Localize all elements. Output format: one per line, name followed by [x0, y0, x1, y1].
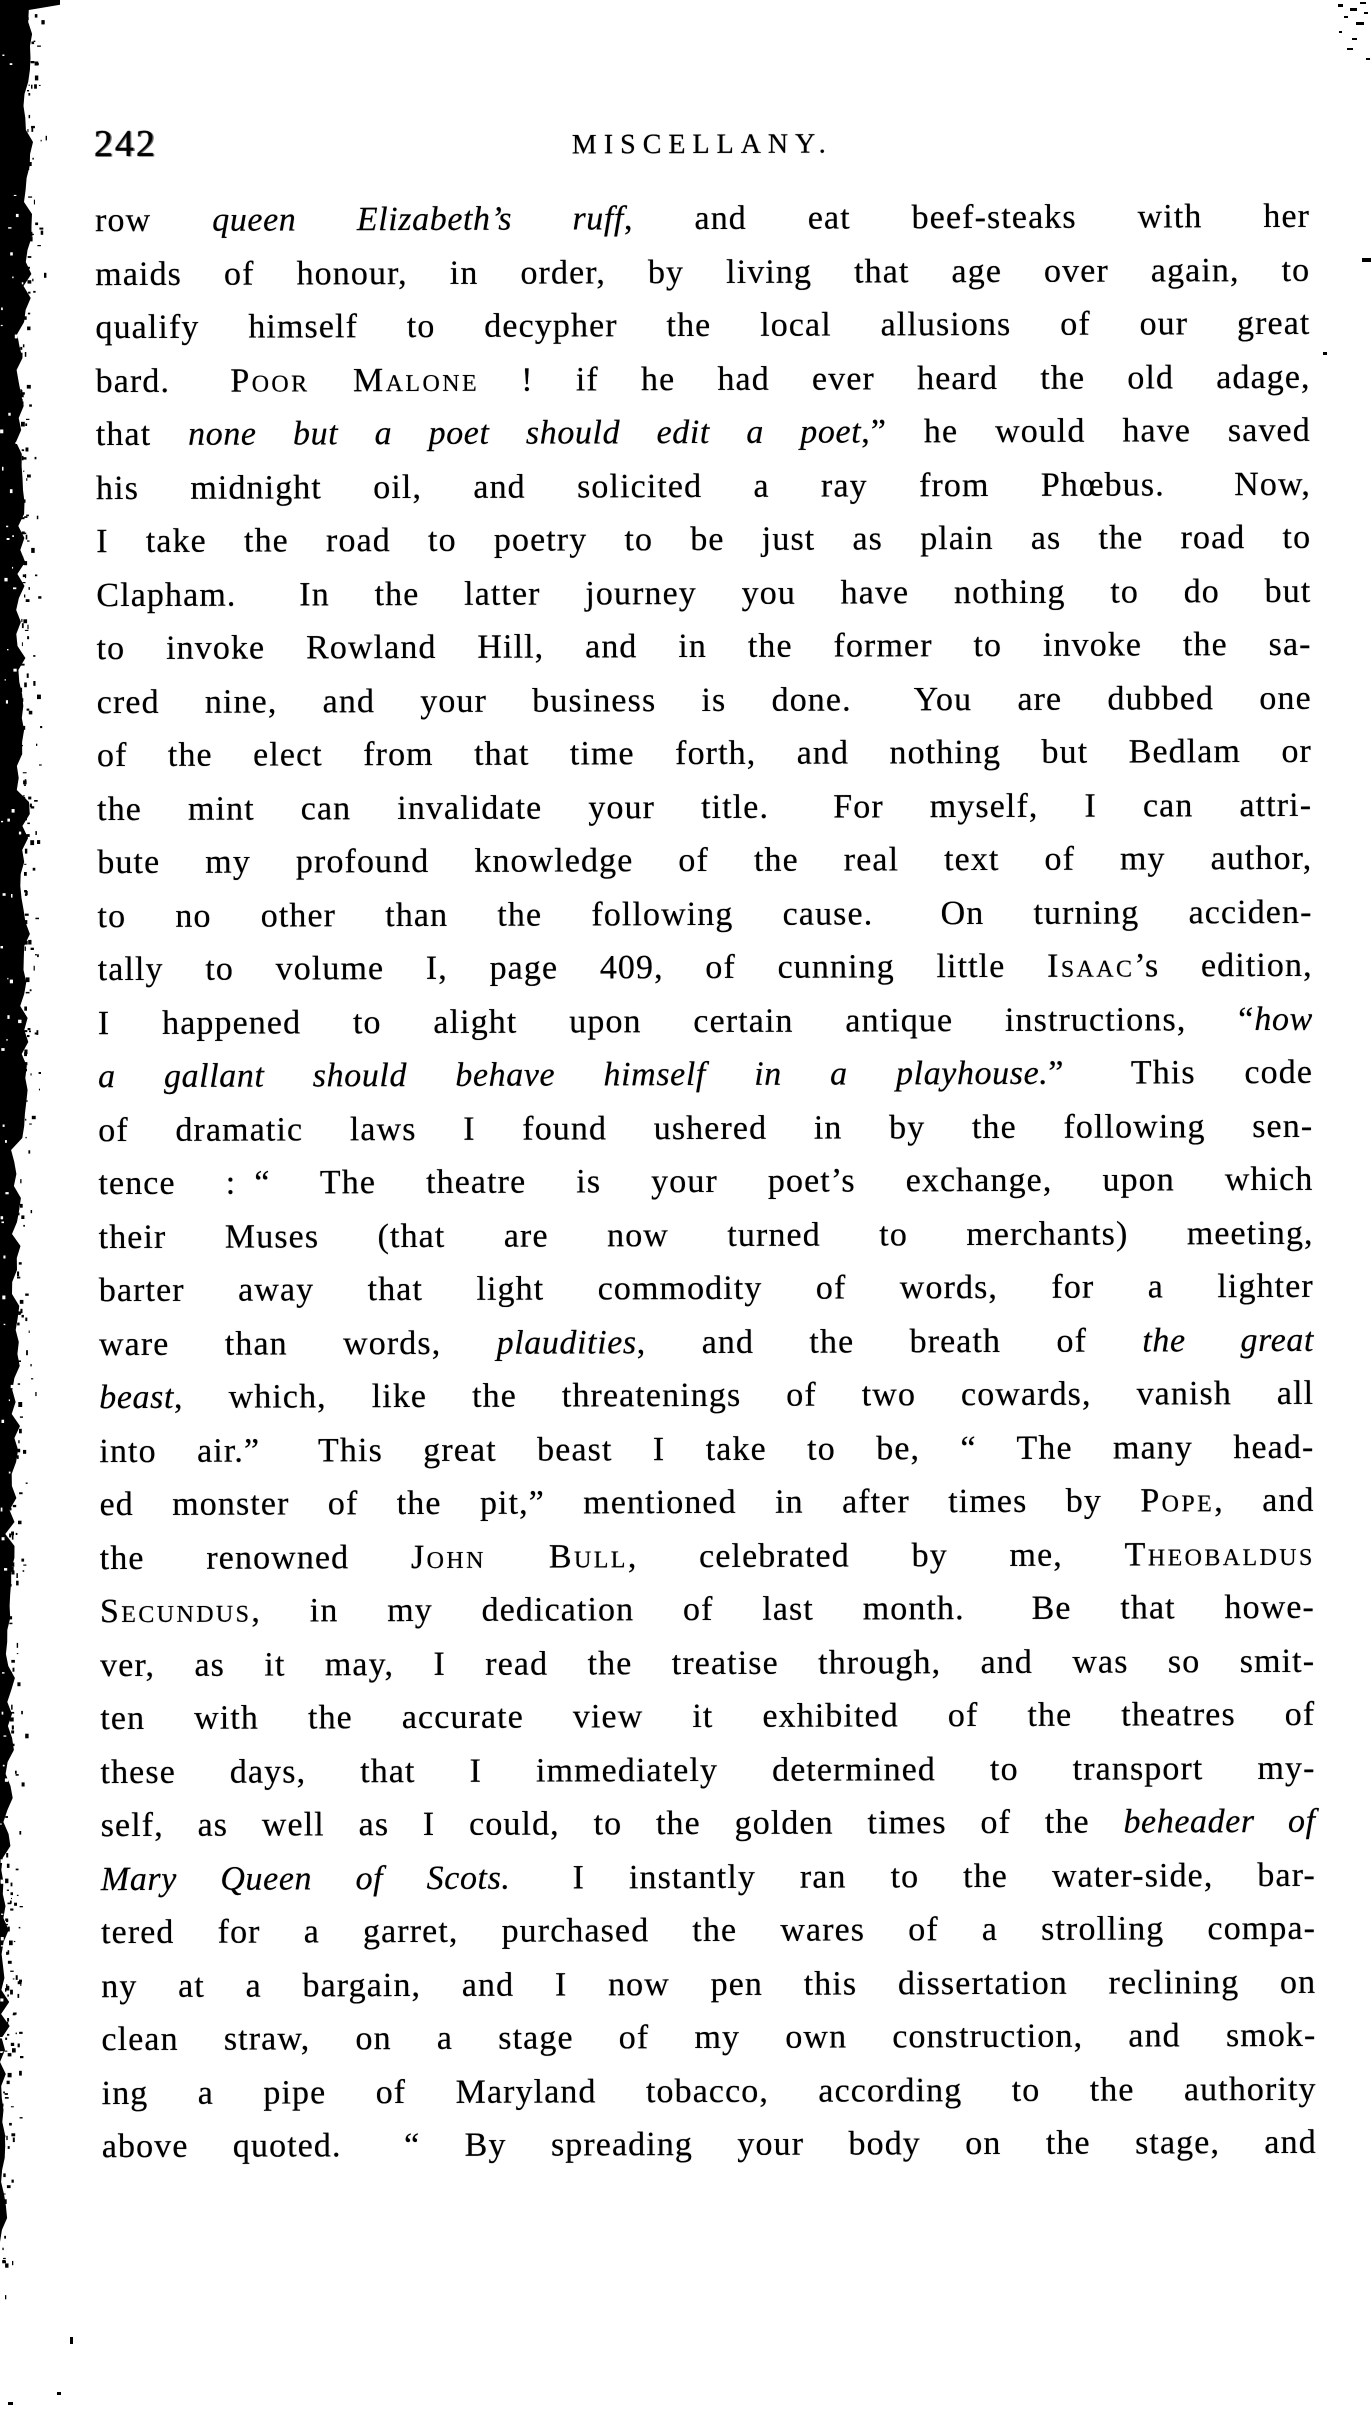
paper-pit [2, 1712, 4, 1715]
text-block [95, 190, 1317, 2174]
running-header: MISCELLANY. [571, 128, 833, 161]
ink-speck [1323, 352, 1327, 355]
text-run: I happened to alight upon certain antique instructions, “ [97, 1000, 1255, 1042]
text-line [98, 1046, 1313, 1104]
text-line [99, 1206, 1314, 1264]
text-line [102, 2116, 1317, 2174]
italic-run: Mary Queen of Scots. [100, 1859, 511, 1898]
smallcaps-run: Poor Malone [230, 361, 480, 400]
text-run: these days, that I immediately determined to transport my- [100, 1749, 1316, 1791]
text-line [100, 1688, 1315, 1746]
text-run: , and [1214, 1481, 1315, 1520]
smallcaps-run: Theobaldus [1124, 1535, 1315, 1574]
text-run: barter away that light commodity of words, for a lighter [98, 1267, 1314, 1310]
ink-speck [3, 2135, 6, 2137]
text-run: tence : “ The theatre is your poet’s exchange, upon which [98, 1160, 1314, 1203]
ink-speck [1352, 38, 1357, 40]
text-run: maids of honour, in order, by living that age over again, to [95, 251, 1311, 293]
ink-speck [1350, 8, 1357, 11]
ink-speck [1339, 31, 1342, 33]
italic-run: queen Elizabeth’s ruff [212, 200, 625, 239]
paper-pit [1, 1945, 4, 1946]
text-run: tered for a garret, purchased the wares of a strolling compa- [100, 1909, 1317, 1952]
ink-speck [1362, 258, 1371, 262]
paper-pit [1, 1914, 3, 1915]
text-line [99, 1474, 1314, 1532]
text-line [101, 1902, 1316, 1960]
ink-speck [1360, 2, 1366, 4]
text-run: that [95, 415, 189, 454]
ink-speck [2, 2248, 3, 2250]
text-line [96, 618, 1311, 676]
text-line [95, 243, 1310, 301]
paper-pit [1, 1881, 4, 1884]
text-line [98, 1099, 1313, 1157]
italic-run: beast [99, 1378, 175, 1417]
ink-speck [2, 2194, 5, 2195]
paper-pit [1, 1508, 3, 1512]
text-line [96, 350, 1311, 408]
text-line [98, 1153, 1313, 1211]
text-line [98, 939, 1313, 997]
text-run: clean straw, on a stage of my own construction, and smok- [101, 2016, 1317, 2059]
text-line [96, 404, 1311, 462]
text-line [96, 457, 1311, 515]
text-line [99, 1260, 1314, 1318]
ink-speck [1338, 4, 1343, 7]
text-line [95, 297, 1310, 355]
text-line [99, 1313, 1314, 1371]
text-run: ’s edition, [1134, 946, 1313, 985]
text-line [100, 1741, 1315, 1799]
paper-pit [3, 1765, 5, 1767]
text-line [101, 1795, 1316, 1853]
text-run: to no other than the following cause. On turning acciden- [97, 893, 1313, 935]
text-line [96, 564, 1311, 622]
text-line [97, 832, 1312, 890]
text-run: bard. [95, 362, 231, 400]
ink-speck [3, 2258, 6, 2259]
ink-speck [2, 2104, 3, 2107]
text-line [101, 1848, 1316, 1906]
text-line [97, 778, 1312, 836]
text-run: , and eat beef-steaks with her [623, 197, 1311, 238]
text-run: his midnight oil, and solicited a ray from Phœbus. Now, [95, 465, 1312, 507]
text-run: ver, as it may, I read the treatise through, and was so smit- [100, 1642, 1316, 1684]
ink-speck [1347, 48, 1353, 50]
text-line [100, 1527, 1315, 1585]
text-run: ,” he would have saved [861, 411, 1311, 451]
text-run: ny at a bargain, and I now pen this dissertation reclining on [101, 1963, 1317, 2005]
text-run: above quoted. “ By spreading your body on the stage, and [101, 2123, 1317, 2166]
paper-pit [1, 1937, 4, 1940]
paper-pit [0, 2037, 2, 2038]
text-line [97, 725, 1312, 783]
text-run: of the elect from that time forth, and nothing but Bedlam or [96, 732, 1312, 775]
text-run: ” This code [1048, 1053, 1314, 1092]
ink-speck [2, 2261, 6, 2264]
text-run: bute my profound knowledge of the real text of my author, [97, 839, 1313, 882]
text-line [102, 2062, 1317, 2120]
text-line [99, 1420, 1314, 1478]
text-line [100, 1634, 1315, 1692]
text-line [101, 1955, 1316, 2013]
ink-speck [57, 2392, 61, 2395]
text-run: , which, like the threatenings of two cowards, vanish all [173, 1374, 1315, 1416]
text-run: ! if he had ever heard the old adage, [478, 358, 1311, 399]
paper-pit [0, 2051, 2, 2053]
ink-speck [2, 2260, 5, 2263]
page-number: 242 [93, 122, 157, 166]
text-run: ing a pipe of Maryland tobacco, according to the authority [101, 2070, 1317, 2112]
text-line [98, 992, 1313, 1050]
text-run: ware than words, [98, 1324, 497, 1363]
ink-speck [3, 2092, 5, 2094]
ink-speck [2, 2208, 5, 2210]
ink-speck [4, 2236, 6, 2239]
ink-speck [3, 2138, 4, 2142]
smallcaps-run: Secundus [99, 1592, 252, 1631]
text-line [97, 671, 1312, 729]
smallcaps-run: Isaac [1046, 947, 1135, 985]
italic-run: none but a poet should edit a poet [188, 413, 862, 453]
smallcaps-run: Pope [1140, 1482, 1215, 1520]
text-run: of dramatic laws I found ushered in by the following sen- [98, 1107, 1314, 1149]
italic-run: beheader of [1123, 1802, 1316, 1841]
paper-pit [0, 1824, 2, 1825]
italic-run: a gallant should behave himself in a playhouse. [97, 1054, 1049, 1096]
text-line [95, 190, 1310, 248]
ink-speck [8, 2402, 13, 2405]
ink-speck [1344, 16, 1348, 18]
text-line [97, 885, 1312, 943]
text-run: , in my dedication of last month. Be that howe- [251, 1588, 1315, 1630]
ink-speck [1366, 58, 1370, 60]
text-run: ten with the accurate view it exhibited of the theatres of [100, 1695, 1316, 1738]
smallcaps-run: John Bull [410, 1537, 628, 1576]
paper-pit [1, 1880, 3, 1884]
text-line [101, 2009, 1316, 2067]
ink-speck [1356, 22, 1364, 25]
text-run: I take the road to poetry to be just as plain as the road to [96, 518, 1312, 561]
italic-run: plaudities [496, 1323, 637, 1362]
paper-pit [1, 1859, 3, 1863]
text-run: , and the breath of [636, 1321, 1143, 1361]
text-run: ed monster of the pit,” mentioned in after times by [99, 1482, 1141, 1524]
text-run: tally to volume I, page 409, of cunning little [97, 947, 1048, 989]
text-run: the renowned [99, 1538, 412, 1577]
text-run: self, as well as I could, to the golden times of the [100, 1803, 1124, 1845]
text-run: , celebrated by me, [627, 1536, 1125, 1575]
text-run: into air.” This great beast I take to be, “ The many head- [99, 1428, 1315, 1470]
paper-pit [0, 1999, 3, 2002]
text-run: to invoke Rowland Hill, and in the former to invoke the sa- [96, 625, 1312, 668]
text-run: the mint can invalidate your title. For myself, I can attri- [97, 786, 1313, 828]
ink-speck [3, 2214, 5, 2218]
text-line [100, 1581, 1315, 1639]
italic-run: how [1254, 1000, 1313, 1038]
text-line [96, 511, 1311, 569]
text-run: qualify himself to decypher the local allusions of our great [95, 304, 1311, 347]
text-run: row [95, 201, 213, 240]
text-run: Clapham. In the latter journey you have nothing to do but [96, 572, 1312, 614]
text-run: I instantly ran to the water-side, bar- [510, 1856, 1316, 1897]
text-run: their Muses (that are now turned to merchants) meeting, [98, 1214, 1314, 1256]
ink-speck [3, 2173, 5, 2177]
text-line [99, 1367, 1314, 1425]
paper-pit [1, 2051, 3, 2052]
ink-speck [3, 2261, 5, 2263]
text-run: cred nine, and your business is done. You are dubbed one [96, 679, 1312, 721]
ink-speck [2, 2199, 5, 2200]
italic-run: the great [1142, 1321, 1315, 1359]
ink-speck [70, 2337, 73, 2344]
ink-speck [1364, 12, 1368, 14]
paper-pit [2, 1672, 5, 1673]
ink-speck [5, 2295, 6, 2299]
